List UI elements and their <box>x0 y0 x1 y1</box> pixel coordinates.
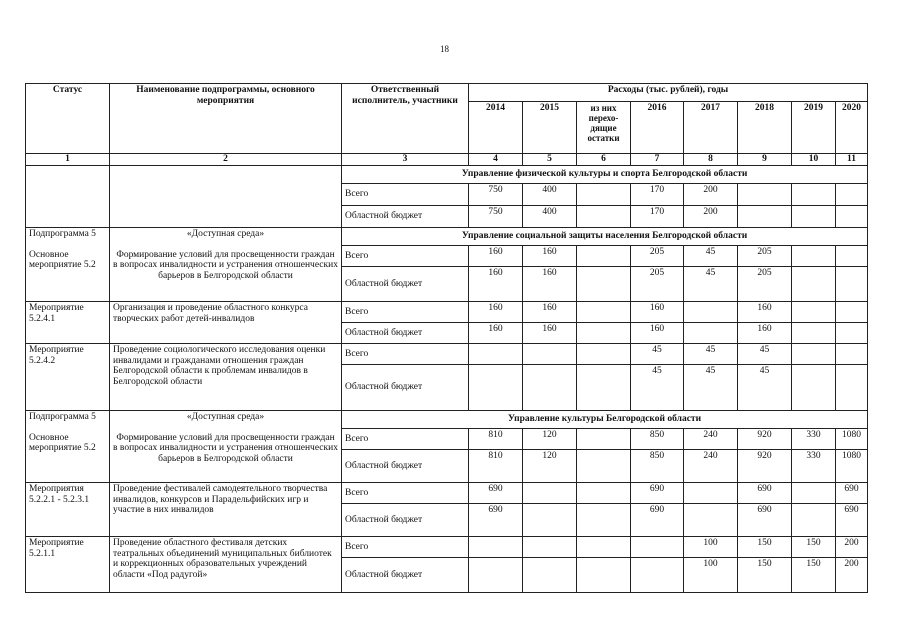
value-cell: 45 <box>631 344 684 365</box>
col-number: 2 <box>110 154 342 166</box>
col-number: 7 <box>631 154 684 166</box>
value-cell <box>577 302 631 323</box>
value-cell <box>523 344 577 365</box>
name-cell: Проведение областного фестиваля детских театральных объединений муниципальных библиотек и коррекционных образовательных учреждений области «Под радугой» <box>110 537 342 593</box>
department-social: Управление социальной защиты населения Белгородской области <box>342 228 868 246</box>
status-cell <box>26 228 110 302</box>
value-cell <box>469 365 523 411</box>
value-cell <box>523 365 577 411</box>
header-responsible: Ответственный исполнитель, участники <box>342 84 469 154</box>
col-number: 4 <box>469 154 523 166</box>
value-cell: 45 <box>631 365 684 411</box>
value-cell <box>577 206 631 228</box>
header-row <box>26 84 868 102</box>
budget-label: Областной бюджет <box>342 365 469 411</box>
value-cell: 330 <box>792 429 836 450</box>
table-row <box>26 302 868 323</box>
name-cell: Проведение фестивалей самодеятельного творчества инвалидов, конкурсов и Парадельфийских игр и участие в них инвалидов <box>110 483 342 537</box>
value-cell <box>577 184 631 206</box>
value-cell <box>792 246 836 267</box>
header-status: Статус <box>26 84 110 154</box>
status-cell <box>26 166 110 228</box>
value-cell: 400 <box>523 206 577 228</box>
budget-label: Всего <box>342 302 469 323</box>
value-cell <box>684 323 738 344</box>
budget-label: Областной бюджет <box>342 450 469 483</box>
value-cell: 850 <box>631 429 684 450</box>
value-cell: 205 <box>738 246 792 267</box>
value-cell <box>631 558 684 593</box>
value-cell <box>469 537 523 558</box>
value-cell <box>836 246 868 267</box>
status-cell: Мероприятия 5.2.2.1 - 5.2.3.1 <box>26 483 110 537</box>
value-cell <box>836 206 868 228</box>
value-cell: 120 <box>523 450 577 483</box>
value-cell <box>577 323 631 344</box>
value-cell <box>469 344 523 365</box>
value-cell: 170 <box>631 206 684 228</box>
department-row <box>26 411 868 429</box>
value-cell: 45 <box>684 365 738 411</box>
value-cell <box>577 365 631 411</box>
value-cell: 240 <box>684 429 738 450</box>
status-cell <box>26 411 110 483</box>
value-cell <box>836 344 868 365</box>
header-name: Наименование подпрограммы, основного мероприятия <box>110 84 342 154</box>
table-row <box>26 537 868 558</box>
value-cell: 750 <box>469 206 523 228</box>
value-cell: 810 <box>469 450 523 483</box>
value-cell: 920 <box>738 450 792 483</box>
col-number: 3 <box>342 154 469 166</box>
value-cell: 160 <box>631 323 684 344</box>
page-number: 18 <box>440 44 449 54</box>
value-cell: 200 <box>684 206 738 228</box>
value-cell: 45 <box>684 344 738 365</box>
name-cell <box>110 411 342 483</box>
department-row <box>26 228 868 246</box>
activity-name: Формирование условий для просвещенности граждан в вопросах инвалидности и устранения отношенческих барьеров в Белгородской области <box>113 249 338 281</box>
year-2014: 2014 <box>469 102 523 154</box>
value-cell: 45 <box>738 365 792 411</box>
value-cell: 810 <box>469 429 523 450</box>
value-cell <box>792 184 836 206</box>
value-cell: 400 <box>523 184 577 206</box>
year-carryover: из них перехо-дящие остатки <box>577 102 631 154</box>
value-cell <box>523 537 577 558</box>
subprogram-name: «Доступная среда» <box>186 229 265 239</box>
value-cell: 100 <box>684 537 738 558</box>
year-2020: 2020 <box>836 102 868 154</box>
value-cell <box>792 365 836 411</box>
budget-label: Областной бюджет <box>342 206 469 228</box>
value-cell <box>792 504 836 537</box>
col-number: 5 <box>523 154 577 166</box>
year-2018: 2018 <box>738 102 792 154</box>
value-cell: 200 <box>836 558 868 593</box>
value-cell: 160 <box>469 302 523 323</box>
subprogram-label: Подпрограмма 5 <box>29 412 96 422</box>
year-2017: 2017 <box>684 102 738 154</box>
year-2015: 2015 <box>523 102 577 154</box>
name-cell <box>110 228 342 302</box>
value-cell: 160 <box>738 302 792 323</box>
value-cell <box>792 483 836 504</box>
year-2019: 2019 <box>792 102 836 154</box>
main-activity-label: Основное мероприятие 5.2 <box>29 432 96 454</box>
name-cell: Организация и проведение областного конкурса творческих работ детей-инвалидов <box>110 302 342 344</box>
value-cell: 200 <box>836 537 868 558</box>
name-cell <box>110 166 342 228</box>
budget-label: Областной бюджет <box>342 267 469 302</box>
value-cell: 200 <box>684 184 738 206</box>
value-cell: 850 <box>631 450 684 483</box>
value-cell: 750 <box>469 184 523 206</box>
value-cell: 150 <box>738 537 792 558</box>
value-cell <box>738 184 792 206</box>
status-cell: Мероприятие 5.2.4.1 <box>26 302 110 344</box>
year-2016: 2016 <box>631 102 684 154</box>
header-expenses: Расходы (тыс. рублей), годы <box>469 84 868 102</box>
value-cell <box>792 206 836 228</box>
value-cell: 1080 <box>836 450 868 483</box>
value-cell <box>577 450 631 483</box>
value-cell: 150 <box>792 537 836 558</box>
value-cell: 160 <box>469 323 523 344</box>
value-cell: 205 <box>631 246 684 267</box>
value-cell: 205 <box>738 267 792 302</box>
budget-label: Всего <box>342 184 469 206</box>
value-cell <box>577 429 631 450</box>
value-cell <box>523 504 577 537</box>
budget-label: Всего <box>342 246 469 267</box>
value-cell <box>577 537 631 558</box>
value-cell: 690 <box>738 483 792 504</box>
value-cell: 100 <box>684 558 738 593</box>
value-cell: 690 <box>469 504 523 537</box>
value-cell <box>684 483 738 504</box>
value-cell <box>577 246 631 267</box>
value-cell: 690 <box>738 504 792 537</box>
value-cell <box>631 537 684 558</box>
value-cell: 120 <box>523 429 577 450</box>
value-cell: 330 <box>792 450 836 483</box>
value-cell <box>792 267 836 302</box>
value-cell <box>684 302 738 323</box>
department-row <box>26 166 868 184</box>
col-number: 6 <box>577 154 631 166</box>
value-cell: 170 <box>631 184 684 206</box>
value-cell <box>577 267 631 302</box>
value-cell: 690 <box>631 504 684 537</box>
value-cell <box>577 344 631 365</box>
col-number: 11 <box>836 154 868 166</box>
value-cell <box>523 483 577 504</box>
budget-label: Всего <box>342 537 469 558</box>
subprogram-name: «Доступная среда» <box>186 412 265 422</box>
value-cell: 160 <box>738 323 792 344</box>
activity-name: Формирование условий для просвещенности граждан в вопросах инвалидности и устранения отношенческих барьеров в Белгородской области <box>113 432 338 464</box>
value-cell: 205 <box>631 267 684 302</box>
table-row <box>26 344 868 365</box>
value-cell: 690 <box>469 483 523 504</box>
value-cell <box>577 483 631 504</box>
main-activity-label: Основное мероприятие 5.2 <box>29 249 96 271</box>
value-cell <box>792 302 836 323</box>
col-number: 1 <box>26 154 110 166</box>
budget-label: Всего <box>342 344 469 365</box>
value-cell: 1080 <box>836 429 868 450</box>
department-sport: Управление физической культуры и спорта Белгородской области <box>342 166 868 184</box>
value-cell <box>469 558 523 593</box>
col-number: 8 <box>684 154 738 166</box>
value-cell <box>836 184 868 206</box>
value-cell <box>836 365 868 411</box>
value-cell: 160 <box>523 323 577 344</box>
value-cell: 45 <box>738 344 792 365</box>
col-number: 10 <box>792 154 836 166</box>
name-cell: Проведение социологического исследования оценки инвалидами и гражданами отношения граждан Белгородской области к проблемам инвалидов в Белгородской области <box>110 344 342 411</box>
value-cell <box>684 504 738 537</box>
value-cell: 150 <box>738 558 792 593</box>
budget-label: Областной бюджет <box>342 558 469 593</box>
value-cell <box>836 267 868 302</box>
value-cell: 240 <box>684 450 738 483</box>
col-number: 9 <box>738 154 792 166</box>
value-cell <box>577 558 631 593</box>
value-cell: 160 <box>469 246 523 267</box>
budget-label: Всего <box>342 429 469 450</box>
value-cell: 690 <box>836 504 868 537</box>
value-cell <box>738 206 792 228</box>
status-cell: Мероприятие 5.2.4.2 <box>26 344 110 411</box>
value-cell: 45 <box>684 246 738 267</box>
value-cell <box>792 344 836 365</box>
value-cell: 160 <box>523 302 577 323</box>
department-culture: Управление культуры Белгородской области <box>342 411 868 429</box>
value-cell: 920 <box>738 429 792 450</box>
status-cell: Мероприятие 5.2.1.1 <box>26 537 110 593</box>
value-cell: 160 <box>523 267 577 302</box>
subprogram-label: Подпрограмма 5 <box>29 229 96 239</box>
value-cell: 160 <box>631 302 684 323</box>
value-cell <box>836 302 868 323</box>
column-numbers-row <box>26 154 868 166</box>
value-cell: 160 <box>469 267 523 302</box>
budget-label: Всего <box>342 483 469 504</box>
table-row <box>26 483 868 504</box>
expenses-table <box>25 83 868 593</box>
value-cell <box>836 323 868 344</box>
value-cell: 45 <box>684 267 738 302</box>
value-cell <box>523 558 577 593</box>
value-cell: 160 <box>523 246 577 267</box>
value-cell <box>577 504 631 537</box>
budget-label: Областной бюджет <box>342 504 469 537</box>
value-cell: 150 <box>792 558 836 593</box>
budget-label: Областной бюджет <box>342 323 469 344</box>
value-cell: 690 <box>631 483 684 504</box>
value-cell <box>792 323 836 344</box>
value-cell: 690 <box>836 483 868 504</box>
